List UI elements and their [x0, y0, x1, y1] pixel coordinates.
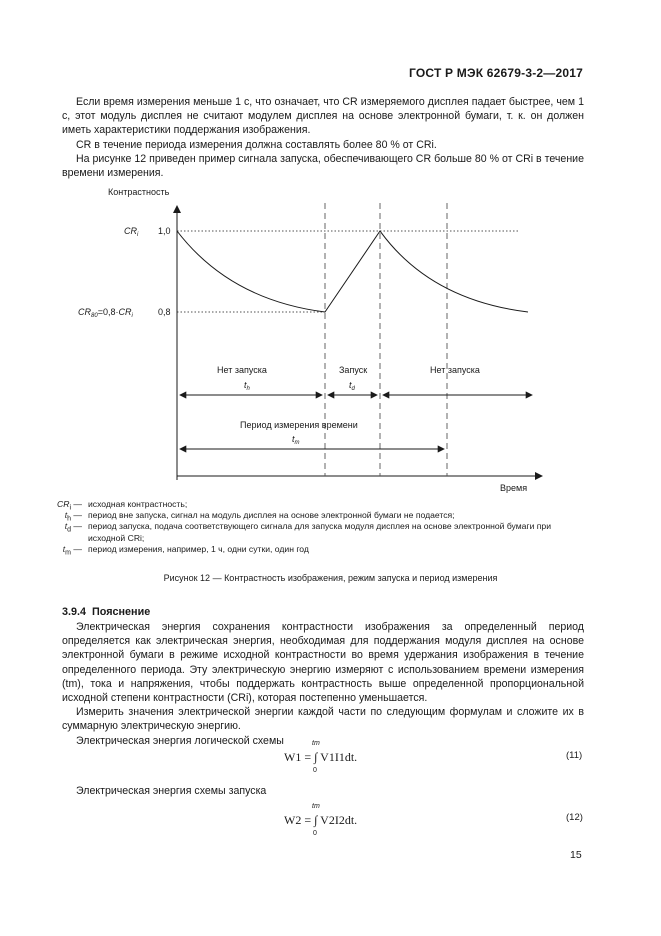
- legend-item: [48, 499, 588, 510]
- figure-caption: Рисунок 12 — Контрастность изображения, режим запуска и период измерения: [163, 573, 498, 583]
- equation-11: W1 = ∫ V1I1dt.: [284, 750, 358, 764]
- measurement-period-label: Период измерения времени: [240, 420, 358, 430]
- intro-text: [62, 95, 584, 180]
- eq11-lower-limit: 0: [313, 767, 317, 774]
- eq12-upper-limit: tm: [312, 803, 320, 810]
- section-paragraph-3: Электрическая энергия логической схемы: [76, 734, 284, 747]
- section-paragraph-2: Измерить значения электрической энергии каждой части по следующим формулам и сложите их в суммарную электрическую энергию.: [62, 706, 584, 733]
- th-label: $t_h$: [244, 380, 250, 392]
- legend-item: [48, 544, 588, 555]
- phase-no-trigger-1: Нет запуска: [217, 365, 267, 375]
- section-text: [62, 620, 584, 748]
- legend-item: [48, 510, 588, 521]
- intro-paragraph-2: CR в течение периода измерения должна составлять более 80 % от CRi.: [76, 138, 437, 151]
- equation-12: W2 = ∫ V2I2dt.: [284, 813, 358, 827]
- section-number: 3.9.4: [62, 606, 87, 618]
- eq11-upper-limit: tm: [312, 740, 320, 747]
- phase-no-trigger-2: Нет запуска: [430, 365, 480, 375]
- y-tick-1-0: 1,0: [158, 226, 171, 236]
- section-paragraph-1: Электрическая энергия сохранения контрастности изображения за определенный период определяется как электрическая энергия, необходимая для поддержания модуля дисплея на основе электронной бумаги в режиме исходной контрастности во время удержания изображения в течение определенного периода. Эту электрическую энергию измеряют с использованием времени измерения (tm), тока и напряжения, чтобы поддержать контрастность выше определенной пропорциональной исходной степени контрастности (CRi), которая постепенно уменьшается.: [62, 621, 584, 705]
- legend-text: период запуска, подача соответствующего сигнала для запуска модуля дисплея на основе электронной бумаги при исходной CRi;: [88, 521, 551, 543]
- contrast-curve: [177, 231, 528, 312]
- section-text-2: [62, 784, 584, 798]
- section-paragraph-4: Электрическая энергия схемы запуска: [76, 785, 267, 797]
- x-axis-label: Время: [500, 483, 528, 493]
- cri-label: $CR_i$: [124, 226, 139, 238]
- y-axis-label: Контрастность: [108, 187, 170, 197]
- phase-trigger: Запуск: [339, 365, 368, 375]
- tm-label: $t_m$: [292, 434, 300, 446]
- intro-paragraph-3: На рисунке 12 приведен пример сигнала запуска, обеспечивающего CR больше 80 % от CRi в течение времени измерения.: [62, 152, 584, 180]
- figure-legend: [48, 499, 588, 555]
- y-tick-0-8: 0,8: [158, 307, 171, 317]
- eq12-lower-limit: 0: [313, 830, 317, 837]
- legend-text: исходная контрастность;: [88, 499, 188, 509]
- intro-paragraph-1: Если время измерения меньше 1 с, что означает, что CR измеряемого дисплея падает быстрее, чем 1 с, этот модуль дисплея не считают модулем дисплея на основе электронной бумаги, т. к. он должен иметь характеристики поддержания изображения.: [62, 96, 584, 137]
- cr80-label: $CR_{80}=0,8\cdot CR_i$: [78, 307, 133, 319]
- legend-symbol: $t_h$ —: [64, 510, 82, 523]
- equation-11-number: (11): [566, 750, 583, 761]
- equation-12-number: (12): [566, 812, 583, 823]
- document-header: ГОСТ Р МЭК 62679-3-2—2017: [409, 66, 583, 80]
- page-number: 15: [570, 849, 582, 861]
- td-label: $t_d$: [349, 380, 355, 392]
- legend-item: [48, 521, 588, 543]
- legend-text: период измерения, например, 1 ч, одни сутки, один год: [88, 543, 309, 554]
- legend-symbol: $t_m$ —: [62, 543, 82, 557]
- section-heading: [62, 606, 150, 618]
- contrast-figure: [0, 180, 661, 500]
- section-title: Пояснение: [92, 606, 151, 618]
- legend-symbol: $t_d$ —: [64, 521, 82, 535]
- legend-symbol: $CR_i$ —: [57, 499, 82, 512]
- legend-text: период вне запуска, сигнал на модуль дисплея на основе электронной бумаги не подается;: [88, 510, 455, 521]
